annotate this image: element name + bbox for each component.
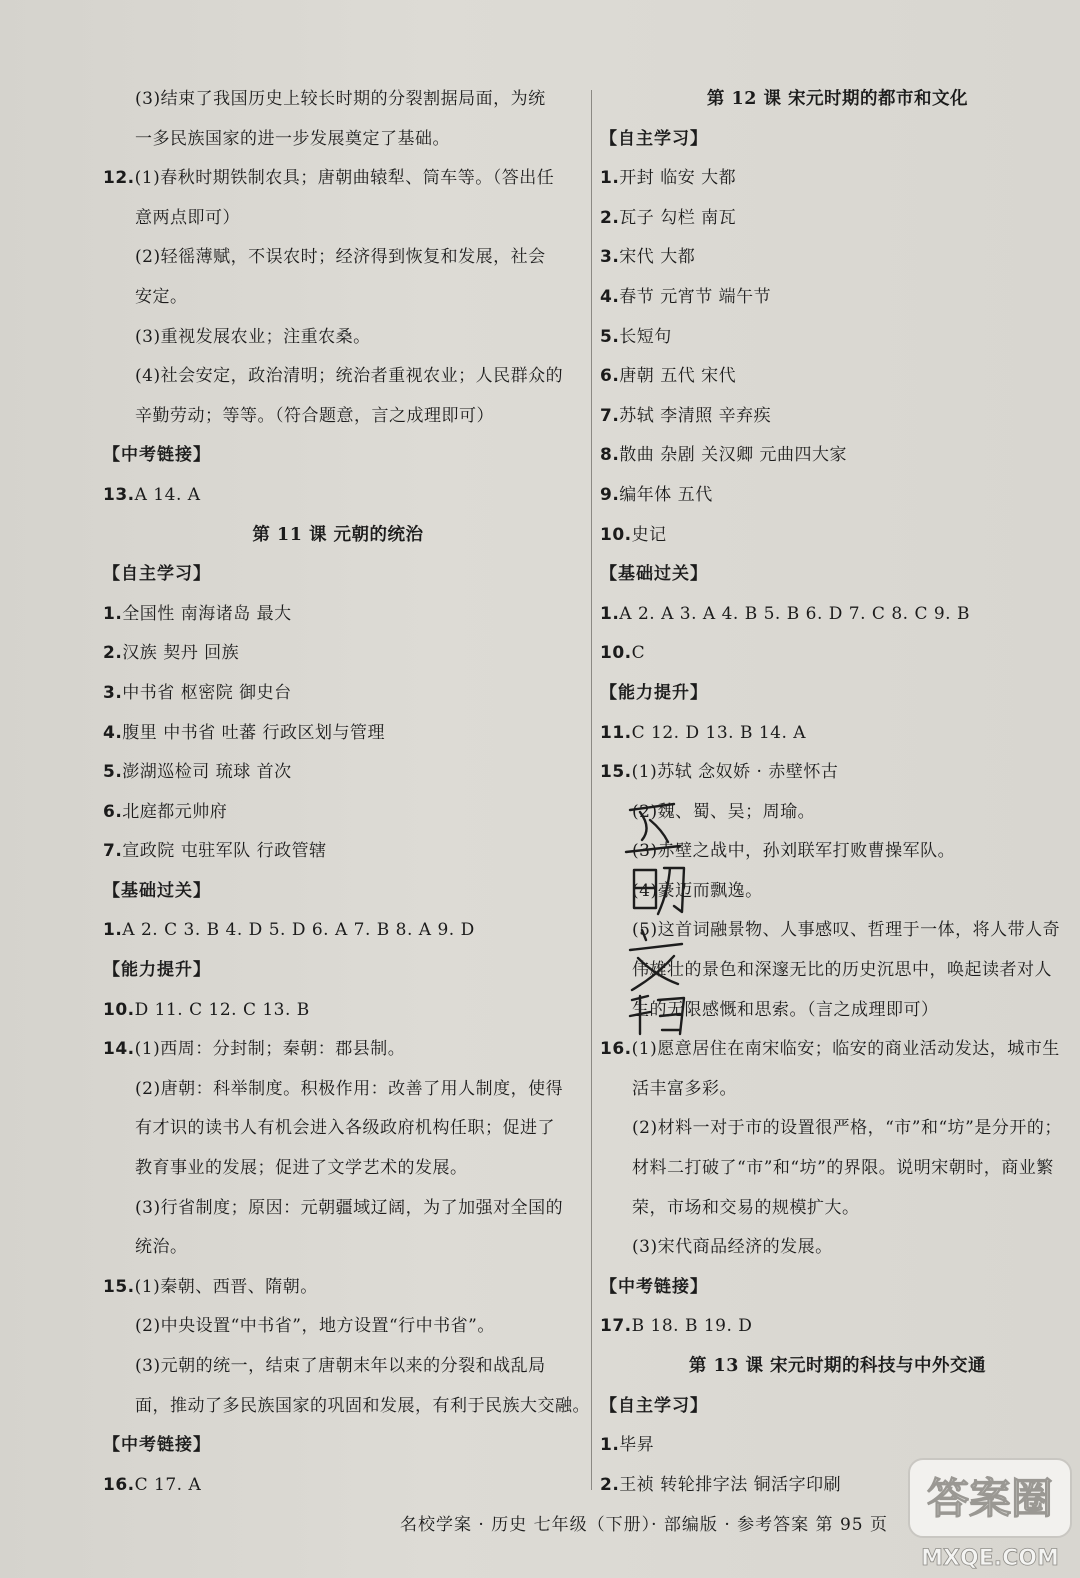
item-number: 16. [600,1039,632,1060]
answer-item [103,832,573,872]
text-line: 教育事业的发展；促进了文学艺术的发展。 [135,1158,468,1179]
item-number: 10. [600,524,632,545]
text-line: (2)材料一对于市的设置很严格，“市”和“坊”是分开的； [632,1118,1062,1139]
item-number: 1. [600,603,620,624]
answer-item [600,238,1075,278]
text-line: 面，推动了多民族国家的巩固和发展，有利于民族大交融。 [135,1395,590,1416]
item-number: 14. [103,1039,135,1060]
section-heading: 【能力提升】 [103,960,211,981]
answer-item [600,516,1075,556]
item-number: 6. [103,801,123,822]
item-number: 1. [103,603,123,624]
answer-item [600,634,1075,674]
item-number: 10. [600,643,632,664]
text-line: 一多民族国家的进一步发展奠定了基础。 [135,128,450,149]
text-line: 统治。 [135,1237,188,1258]
text-line: (2)唐朝：科举制度。积极作用：改善了用人制度，使得 [135,1078,564,1099]
answer-item [103,753,573,793]
item-number: 2. [600,1474,620,1495]
item-number: 16. [103,1474,135,1495]
item-text: 编年体 五代 [619,484,713,505]
item-text: (1)西周：分封制；秦朝：郡县制。 [134,1039,406,1060]
text-line: (3)宋代商品经济的发展。 [632,1237,833,1258]
item-text: 史记 [631,524,667,545]
text-line: (3)行省制度；原因：元朝疆域辽阔，为了加强对全国的 [135,1197,564,1218]
text-line: 安定。 [135,286,188,307]
lesson-title: 第 13 课 宋元时期的科技与中外交通 [688,1356,987,1376]
item-number: 8. [600,445,620,466]
item-text: 宋代 大都 [619,247,696,268]
answer-item [103,1030,573,1070]
text-line: (4)豪迈而飘逸。 [632,880,763,901]
item-number: 5. [600,326,620,347]
item-text: (1)愿意居住在南宋临安；临安的商业活动发达，城市生 [631,1039,1060,1060]
text-line: (3)赤壁之战中，孙刘联军打败曹操军队。 [632,841,956,862]
item-number: 7. [600,405,620,426]
item-number: 2. [103,643,123,664]
answer-item [600,278,1075,318]
answer-item [103,793,573,833]
item-text: 开封 临安 大都 [619,168,737,189]
text-line: (4)社会安定，政治清明；统治者重视农业；人民群众的 [135,366,564,387]
section-heading: 【中考链接】 [103,1435,211,1456]
answer-item [600,714,1075,754]
text-line: 有才识的读书人有机会进入各级政府机构任职；促进了 [135,1118,555,1139]
text-line: 伟雄壮的景色和深邃无比的历史沉思中，唤起读者对人 [632,960,1052,981]
item-number: 15. [103,1276,135,1297]
answer-item [103,595,573,635]
item-number: 1. [600,1435,620,1456]
item-number: 13. [103,484,135,505]
text-line: 荣，市场和交易的规模扩大。 [632,1197,860,1218]
answer-item [600,436,1075,476]
item-text: C 12. D 13. B 14. A [631,722,807,743]
answer-item [600,753,1075,793]
answer-item [600,476,1075,516]
item-text: 王祯 转轮排字法 铜活字印刷 [619,1474,842,1495]
text-line: (3)结束了我国历史上较长时期的分裂割据局面，为统 [135,89,546,109]
item-text: 澎湖巡检司 琉球 首次 [122,762,292,783]
text-line: 意两点即可） [135,207,240,228]
text-line: (3)元朝的统一，结束了唐朝末年以来的分裂和战乱局 [135,1356,546,1376]
section-heading: 【基础过关】 [103,880,211,901]
item-text: 长短句 [619,326,672,347]
item-text: (1)春秋时期铁制农具；唐朝曲辕犁、筒车等。（答出任 [134,168,555,189]
item-text: 毕昇 [619,1435,655,1456]
text-line: (3)重视发展农业；注重农桑。 [135,326,371,347]
answer-item [103,991,573,1031]
section-heading: 【中考链接】 [103,445,211,466]
item-number: 15. [600,762,632,783]
section-heading: 【自主学习】 [103,564,211,585]
page-footer: 名校学案 · 历史 七年级（下册）· 部编版 · 参考答案 第 95 页 [400,1515,888,1535]
answer-item [103,476,573,516]
answer-item [103,674,573,714]
item-text: (1)秦朝、西晋、隋朝。 [134,1276,318,1297]
text-line: (2)轻徭薄赋，不误农时；经济得到恢复和发展，社会 [135,247,546,268]
text-line: 生的无限感慨和思索。（言之成理即可） [632,999,939,1020]
item-number: 1. [600,168,620,189]
answer-item [600,199,1075,239]
item-text: 散曲 杂剧 关汉卿 元曲四大家 [619,445,848,466]
answer-item [103,159,573,199]
text-line: 材料二打破了“市”和“坊”的界限。说明宋朝时，商业繁 [632,1158,1054,1179]
item-number: 9. [600,484,620,505]
item-number: 5. [103,762,123,783]
handwritten-annotation [622,790,702,1040]
item-text: 宣政院 屯驻军队 行政管辖 [122,841,327,862]
answer-item [103,714,573,754]
text-line: (2)中央设置“中书省”，地方设置“行中书省”。 [135,1316,495,1337]
item-number: 4. [600,286,620,307]
item-text: A 2. A 3. A 4. B 5. B 6. D 7. C 8. C 9. B [619,603,970,624]
item-number: 3. [600,247,620,268]
answer-item [600,159,1075,199]
answer-item [600,318,1075,358]
item-text: 中书省 枢密院 御史台 [122,682,292,703]
lesson-title: 第 11 课 元朝的统治 [252,524,424,545]
text-line: (2)魏、蜀、吴；周瑜。 [632,801,816,822]
text-line: 辛勤劳动；等等。（符合题意，言之成理即可） [135,405,494,426]
item-number: 6. [600,366,620,387]
watermark-logo [905,1455,1075,1573]
item-number: 2. [600,207,620,228]
item-text: A 2. C 3. B 4. D 5. D 6. A 7. B 8. A 9. D [122,920,475,941]
item-text: 汉族 契丹 回族 [122,643,240,664]
item-number: 10. [103,999,135,1020]
section-heading: 【中考链接】 [600,1276,708,1297]
answer-item [600,595,1075,635]
lesson-title: 第 12 课 宋元时期的都市和文化 [706,89,969,109]
item-number: 7. [103,841,123,862]
item-number: 11. [600,722,632,743]
answer-item [103,634,573,674]
section-heading: 【能力提升】 [600,682,708,703]
item-text: (1)苏轼 念奴娇 · 赤壁怀古 [631,762,839,783]
answer-item [600,357,1075,397]
section-heading: 【基础过关】 [600,564,708,585]
left-column [103,80,590,1505]
item-text: A 14. A [134,484,201,505]
item-text: 腹里 中书省 吐蕃 行政区划与管理 [122,722,386,743]
item-text: B 18. B 19. D [631,1316,753,1337]
item-text: 春节 元宵节 端午节 [619,286,772,307]
answer-item [103,1268,573,1308]
item-number: 12. [103,168,135,189]
item-number: 4. [103,722,123,743]
item-number: 3. [103,682,123,703]
item-text: 瓦子 勾栏 南瓦 [619,207,737,228]
text-line: 活丰富多彩。 [632,1078,737,1099]
column-divider [591,90,592,1490]
svg-text:答案圈: 答案圈 [926,1474,1054,1523]
item-text: C [631,643,646,664]
text-line: (5)这首词融景物、人事感叹、哲理于一体，将人带人奇 [632,920,1061,941]
item-text: 唐朝 五代 宋代 [619,366,737,387]
item-number: 1. [103,920,123,941]
answer-item [600,1307,1075,1347]
answer-item [103,911,573,951]
item-text: C 17. A [134,1474,202,1495]
answer-item [600,397,1075,437]
section-heading: 【自主学习】 [600,128,708,149]
item-text: 全国性 南海诸岛 最大 [122,603,292,624]
item-number: 17. [600,1316,632,1337]
section-heading: 【自主学习】 [600,1395,708,1416]
item-text: 苏轼 李清照 辛弃疾 [619,405,772,426]
answer-item [103,1466,573,1506]
svg-text:MXQE.COM: MXQE.COM [921,1546,1059,1571]
item-text: D 11. C 12. C 13. B [134,999,310,1020]
item-text: 北庭都元帅府 [122,801,228,822]
